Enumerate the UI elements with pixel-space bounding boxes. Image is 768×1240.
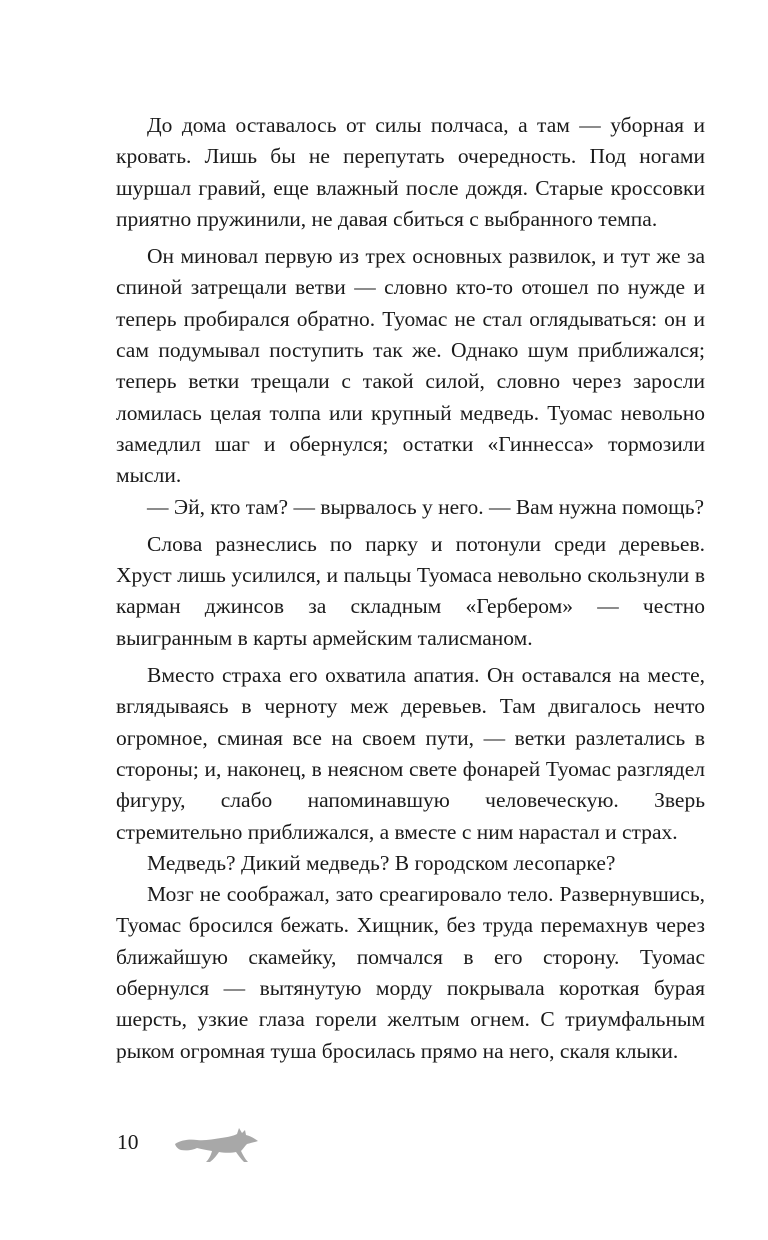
- paragraph-3: — Эй, кто там? — вырвалось у него. — Вам нужна помощь?: [147, 494, 705, 519]
- fox-silhouette: [175, 1128, 258, 1162]
- paragraph-7: Мозг не соображал, зато среагировало тело. Развернувшись, Туомас бросился бежать. Хищник, без труда перемахнув через ближайшую скамейку, помчался в его сторону. Туомас обернулся — вытянутую морду покрывала короткая бурая шерсть, узкие глаза горели желтым огнем. С триумфальным рыком огромная туша бросилась прямо на него, скаля клыки.: [116, 882, 705, 1063]
- paragraph-4: Слова разнеслись по парку и потонули среди деревьев. Хруст лишь усилился, и пальцы Туомаса невольно скользнули в карман джинсов за складным «Гербером» — честно выигранным в карты армейским талисманом.: [116, 531, 705, 650]
- page-number: 10: [117, 1130, 139, 1154]
- paragraph-6: Медведь? Дикий медведь? В городском лесопарке?: [147, 850, 616, 875]
- page-body: [116, 110, 705, 1073]
- fox-icon: [173, 1124, 259, 1164]
- paragraph-1: До дома оставалось от силы полчаса, а там — уборная и кровать. Лишь бы не перепутать очередность. Под ногами шуршал гравий, еще влажный после дождя. Старые кроссовки приятно пружинили, не давая сбиться с выбранного темпа.: [116, 113, 705, 231]
- paragraph-2: Он миновал первую из трех основных развилок, и тут же за спиной затрещали ветви — словно кто-то отошел по нужде и теперь пробирался обратно. Туомас не стал оглядываться: он и сам подумывал поступить так же. Однако шум приближался; теперь ветки трещали с такой силой, словно через заросли ломилась целая толпа или крупный медведь. Туомас невольно замедлил шаг и обернулся; остатки «Гиннесса» тормозили мысли.: [116, 244, 705, 488]
- paragraph-5: Вместо страха его охватила апатия. Он оставался на месте, вглядываясь в черноту меж деревьев. Там двигалось нечто огромное, сминая все на своем пути, — ветки разлетались в стороны; и, наконец, в неясном свете фонарей Туомас разглядел фигуру, слабо напоминавшую человеческую. Зверь стремительно приближался, а вместе с ним нарастал и страх.: [116, 663, 705, 844]
